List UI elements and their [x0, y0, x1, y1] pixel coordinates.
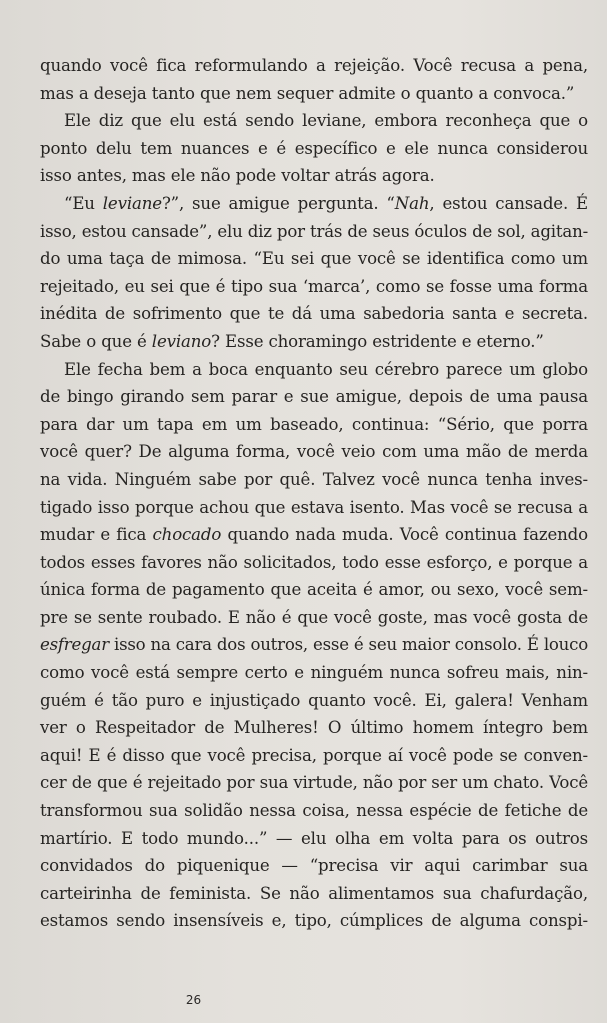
text-line: na vida. Ninguém sabe por quê. Talvez você nunca tenha inves-: [40, 469, 588, 489]
text-line: de bingo girando sem parar e sue amigue, depois de uma pausa: [40, 387, 588, 407]
text-line: rejeitado, eu sei que é tipo sua ‘marca’, como se fosse uma forma: [40, 276, 588, 296]
text-line: Sabe o que é leviano? Esse choramingo estridente e eterno.”: [40, 331, 544, 351]
text-line: inédita de sofrimento que te dá uma sabedoria santa e secreta.: [40, 304, 588, 324]
text-line: pre se sente roubado. E não é que você goste, mas você gosta de: [40, 607, 588, 627]
text-line: do uma taça de mimosa. “Eu sei que você se identifica como um: [40, 249, 588, 269]
text-line: isso antes, mas ele não pode voltar atrás agora.: [40, 166, 435, 186]
text-line: tigado isso porque achou que estava isento. Mas você se recusa a: [40, 497, 588, 517]
text-line: ponto delu tem nuances e é específico e ele nunca considerou: [40, 138, 588, 158]
text-line: “Eu leviane?”, sue amigue pergunta. “Nah, estou cansade. É: [64, 193, 588, 213]
text-line: aqui! E é disso que você precisa, porque aí você pode se conven-: [40, 745, 588, 765]
text-line: ver o Respeitador de Mulheres! O último homem íntegro bem: [40, 718, 588, 738]
body-text: [40, 52, 588, 935]
text-line: carteirinha de feminista. Se não alimentamos sua chafurdação,: [40, 883, 588, 903]
text-line: você quer? De alguma forma, você veio com uma mão de merda: [40, 442, 588, 462]
text-line: cer de que é rejeitado por sua virtude, não por ser um chato. Você: [40, 773, 588, 793]
page-number: 26: [185, 993, 202, 1007]
text-line: Ele diz que elu está sendo leviane, embora reconheça que o: [64, 111, 588, 131]
text-line: mudar e fica chocado quando nada muda. Você continua fazendo: [40, 525, 588, 545]
text-line: transformou sua solidão nessa coisa, nessa espécie de fetiche de: [40, 801, 588, 821]
text-line: todos esses favores não solicitados, todo esse esforço, e porque a: [40, 552, 588, 572]
text-line: estamos sendo insensíveis e, tipo, cúmplices de alguma conspi-: [40, 911, 588, 931]
text-line: Ele fecha bem a boca enquanto seu cérebro parece um globo: [64, 359, 588, 379]
text-line: para dar um tapa em um baseado, continua: “Sério, que porra: [40, 414, 588, 434]
text-line: convidados do piquenique — “precisa vir aqui carimbar sua: [40, 856, 588, 876]
text-line: mas a deseja tanto que nem sequer admite o quanto a convoca.”: [40, 83, 575, 103]
text-line: guém é tão puro e injustiçado quanto você. Ei, galera! Venham: [40, 690, 588, 710]
text-line: isso, estou cansade”, elu diz por trás de seus óculos de sol, agitan-: [40, 221, 588, 241]
text-line: única forma de pagamento que aceita é amor, ou sexo, você sem-: [40, 580, 588, 600]
text-line: esfregar isso na cara dos outros, esse é seu maior consolo. É louco: [40, 635, 588, 655]
text-line: quando você fica reformulando a rejeição. Você recusa a pena,: [40, 56, 588, 75]
text-line: martírio. E todo mundo...” — elu olha em volta para os outros: [40, 828, 588, 848]
text-line: como você está sempre certo e ninguém nunca sofreu mais, nin-: [40, 663, 588, 683]
